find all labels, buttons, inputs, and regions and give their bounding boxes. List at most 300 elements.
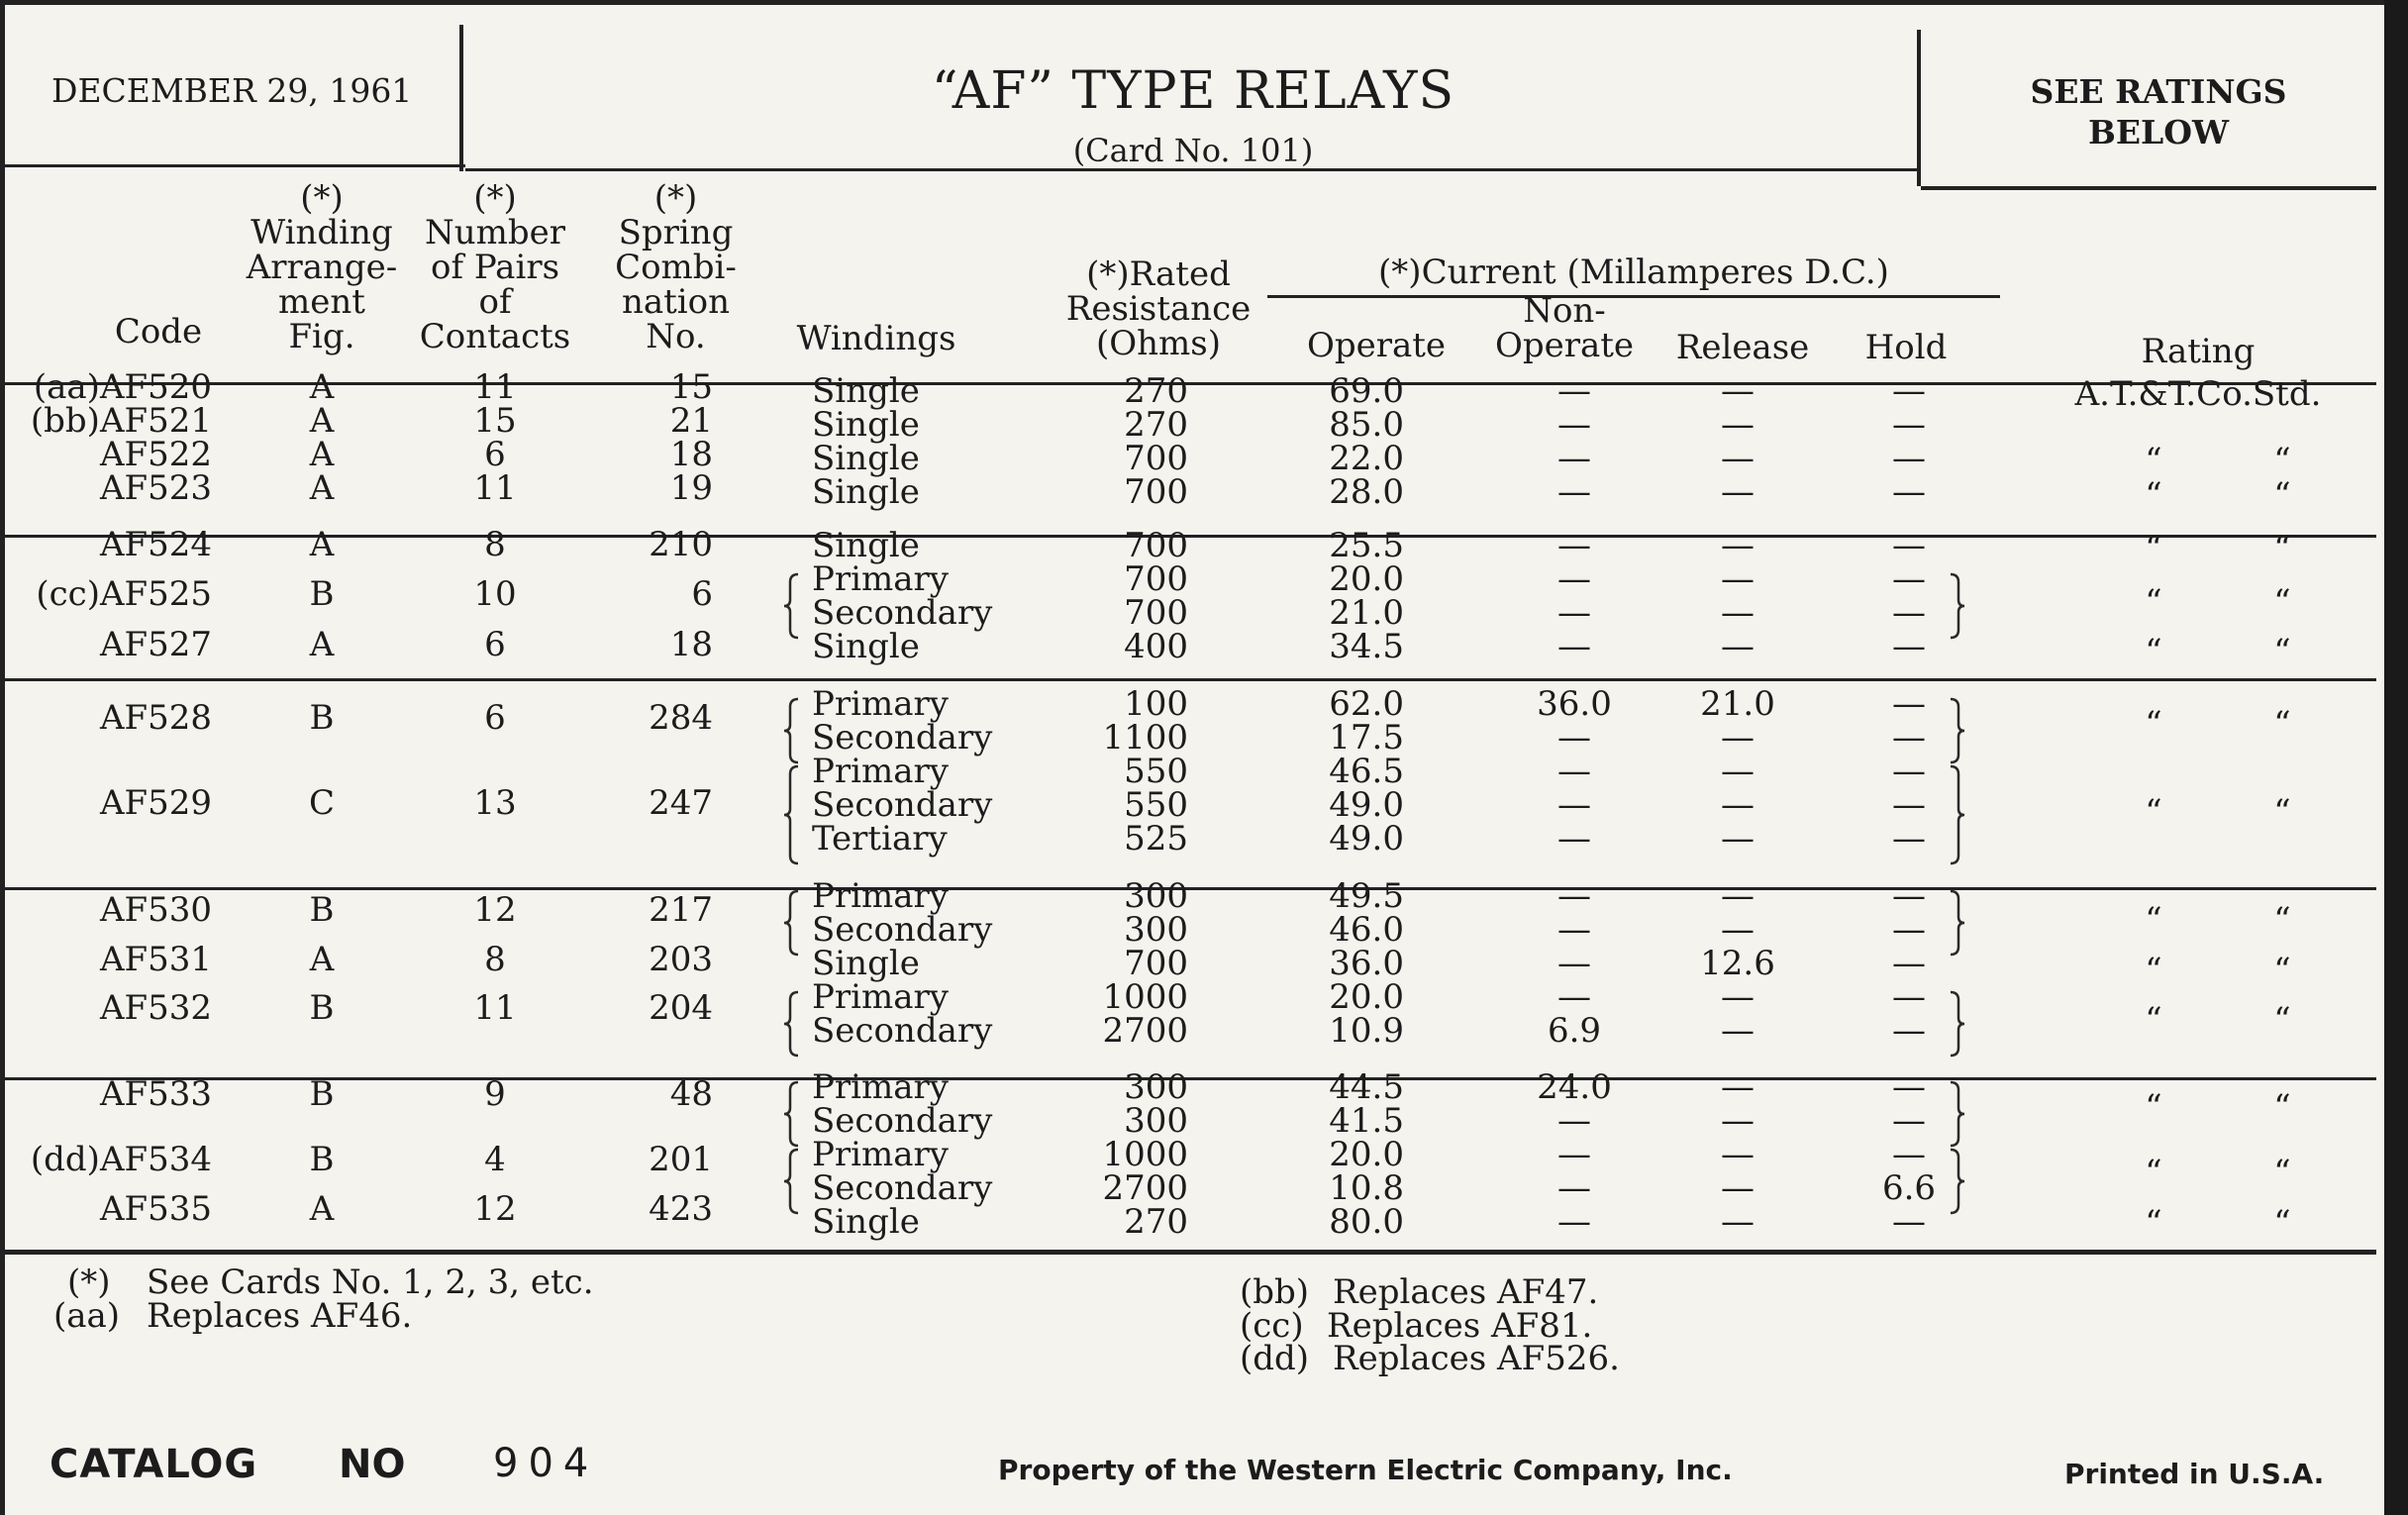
current-release: — [1721,1135,1755,1174]
rating-ditto-right: “ [2273,1000,2291,1040]
winding-name: Single [812,405,920,445]
relay-fig: B [309,988,335,1028]
winding-name: Secondary [812,718,993,758]
col-winding-line2: Arrange- [246,248,398,287]
col-spring-line4: No. [646,317,706,356]
current-non-operate: — [1557,1135,1591,1174]
footnote-dd-mark: (dd) [1240,1339,1310,1378]
current-non-operate: — [1557,910,1591,950]
winding-ohms: 700 [1124,593,1188,633]
top-border [0,0,2384,5]
current-hold: — [1892,405,1926,445]
current-operate: 44.5 [1329,1067,1404,1107]
winding-ohms: 400 [1124,627,1188,666]
left-brace-icon [782,572,802,640]
rating-ditto-right: “ [2273,704,2291,744]
current-non-operate: 24.0 [1537,1067,1612,1107]
card-title: “AF” TYPE RELAYS [931,61,1455,121]
relay-pairs: 12 [473,890,517,930]
footnote-aa-text: Replaces AF46. [147,1296,413,1336]
col-winding-arrangement [228,178,416,356]
current-hold: — [1892,977,1926,1017]
winding-ohms: 550 [1124,752,1188,791]
current-release: — [1721,785,1755,825]
current-operate: 62.0 [1329,684,1404,724]
relay-code: AF531 [99,940,212,979]
current-non-operate: — [1557,1202,1591,1242]
rating-ditto-left: “ [2145,441,2162,480]
relay-code: AF523 [99,468,212,508]
current-release: — [1721,593,1755,633]
current-hold: — [1892,1202,1926,1242]
relay-fig: B [309,574,335,614]
ratings-note-line-2: BELOW [2087,113,2230,152]
rating-ditto-right: “ [2273,1203,2291,1243]
current-hold: — [1892,718,1926,758]
ratings-note [1936,71,2381,152]
col-resistance-line3: (Ohms) [1096,324,1221,363]
rating-ditto-right: “ [2273,1153,2291,1192]
rating-ditto-left: “ [2145,951,2162,990]
footnote-star-mark: (*) [67,1262,111,1302]
col-current-group: (*)Current (Millamperes D.C.) [1378,252,1889,292]
current-release: — [1721,405,1755,445]
relay-pairs: 12 [473,1189,517,1229]
current-release: 21.0 [1700,684,1775,724]
current-hold: — [1892,1011,1926,1051]
rating-ditto-left: “ [2145,1153,2162,1192]
rating-ditto-right: “ [2273,792,2291,832]
current-hold: — [1892,876,1926,916]
current-release: — [1721,876,1755,916]
current-operate: 49.0 [1329,819,1404,858]
winding-ohms: 550 [1124,785,1188,825]
current-non-operate: — [1557,593,1591,633]
col-spring-combination [594,178,757,356]
col-spring-line3: nation [621,282,731,322]
relay-spring: 21 [669,401,713,441]
winding-ohms: 100 [1124,684,1188,724]
rating-ditto-right: “ [2273,900,2291,940]
col-code: Code [114,312,203,352]
relay-code: AF527 [99,625,212,664]
current-non-operate: — [1557,944,1591,983]
relay-spring: 201 [649,1140,713,1179]
relay-pairs: 13 [473,783,517,823]
right-brace-icon [1947,990,1966,1058]
winding-name: Secondary [812,785,993,825]
current-operate: 20.0 [1329,559,1404,599]
relay-code: AF524 [99,525,212,564]
relay-spring: 18 [669,625,713,664]
relay-spring: 19 [669,468,713,508]
relay-spring: 6 [691,574,713,614]
winding-ohms: 270 [1124,1202,1188,1242]
rating-ditto-left: “ [2145,704,2162,744]
rating-ditto-left: “ [2145,1087,2162,1127]
current-hold: — [1892,684,1926,724]
current-hold: — [1892,1067,1926,1107]
relay-fig: A [309,625,335,664]
winding-ohms: 2700 [1102,1168,1188,1208]
relay-fig: B [309,890,335,930]
rating-ditto-left: “ [2145,582,2162,622]
relay-pairs: 8 [484,940,506,979]
col-winding-line1: Winding [251,213,393,252]
relay-code: (dd)AF534 [30,1140,212,1179]
current-operate: 10.9 [1329,1011,1404,1051]
col-resistance-line1: (*)Rated [1086,254,1231,294]
current-operate: 36.0 [1329,944,1404,983]
winding-name: Primary [812,1135,949,1174]
current-release: — [1721,559,1755,599]
relay-pairs: 15 [473,401,517,441]
table-bottom-rule [0,1250,2376,1255]
winding-ohms: 270 [1124,371,1188,411]
current-operate: 20.0 [1329,977,1404,1017]
current-non-operate: — [1557,977,1591,1017]
col-spring-line2: Combi- [615,248,737,287]
relay-pairs: 10 [473,574,517,614]
current-release: 12.6 [1700,944,1775,983]
col-pairs-line3: of [478,282,512,322]
right-brace-icon [1947,1080,1966,1148]
relay-code: AF530 [99,890,212,930]
winding-name: Primary [812,1067,949,1107]
relay-pairs: 8 [484,525,506,564]
current-hold: — [1892,1101,1926,1141]
current-hold: — [1892,944,1926,983]
rating-ditto-right: “ [2273,441,2291,480]
header-divider-1 [459,25,463,171]
relay-fig: A [309,468,335,508]
relay-spring: 210 [649,525,713,564]
winding-name: Primary [812,977,949,1017]
current-hold: — [1892,371,1926,411]
current-non-operate: — [1557,472,1591,512]
current-operate: 34.5 [1329,627,1404,666]
winding-ohms: 700 [1124,559,1188,599]
winding-name: Secondary [812,1168,993,1208]
relay-spring: 217 [649,890,713,930]
current-non-operate: — [1557,718,1591,758]
current-hold: — [1892,752,1926,791]
current-non-operate: — [1557,819,1591,858]
relay-code: AF535 [99,1189,212,1229]
group-divider [0,887,2376,890]
current-operate: 41.5 [1329,1101,1404,1141]
relay-code: (bb)AF521 [30,401,212,441]
current-release: — [1721,910,1755,950]
rating-ditto-left: “ [2145,475,2162,515]
winding-ohms: 700 [1124,472,1188,512]
current-release: — [1721,1202,1755,1242]
col-spring-line1: Spring [618,213,734,252]
current-non-operate: — [1557,371,1591,411]
footnote-cc-text: Replaces AF81. [1327,1306,1593,1346]
relay-pairs: 6 [484,625,506,664]
col-winding-line3: ment [278,282,365,322]
current-release: — [1721,752,1755,791]
current-non-operate: — [1557,405,1591,445]
current-operate: 21.0 [1329,593,1404,633]
winding-name: Single [812,944,920,983]
property-notice: Property of the Western Electric Company, Inc. [998,1454,1733,1486]
relay-code: AF528 [99,698,212,738]
footnote-cc-mark: (cc) [1240,1306,1304,1346]
rating-ditto-right: “ [2273,951,2291,990]
right-brace-icon [1947,697,1966,764]
current-release: — [1721,718,1755,758]
current-hold: — [1892,627,1926,666]
relay-code: AF532 [99,988,212,1028]
current-release: — [1721,526,1755,565]
relay-fig: A [309,367,335,407]
relay-spring: 284 [649,698,713,738]
relay-fig: B [309,1074,335,1114]
winding-name: Primary [812,876,949,916]
col-pairs-line4: Contacts [419,317,571,356]
current-hold: — [1892,439,1926,478]
relay-spring: 203 [649,940,713,979]
relay-code: (aa)AF520 [33,367,212,407]
col-nonoperate-line1: Non- [1523,291,1606,331]
relay-pairs: 9 [484,1074,506,1114]
left-border [0,0,5,1515]
rating-ditto-left: “ [2145,1000,2162,1040]
relay-fig: A [309,435,335,474]
winding-ohms: 1000 [1102,1135,1188,1174]
winding-ohms: 525 [1124,819,1188,858]
catalog-number: 904 [493,1441,599,1486]
col-pairs-line2: of Pairs [430,248,560,287]
current-operate: 20.0 [1329,1135,1404,1174]
current-release: — [1721,1067,1755,1107]
current-non-operate: 6.9 [1547,1011,1602,1051]
col-windings: Windings [796,319,956,358]
current-release: — [1721,472,1755,512]
col-winding-star: (*) [300,178,344,218]
right-brace-icon [1947,889,1966,957]
relay-fig: A [309,940,335,979]
current-operate: 49.0 [1329,785,1404,825]
col-nonoperate-line2: Operate [1494,326,1635,365]
relay-code: AF522 [99,435,212,474]
winding-ohms: 270 [1124,405,1188,445]
rating-ditto-right: “ [2273,529,2291,568]
relay-code: (cc)AF525 [36,574,212,614]
current-non-operate: — [1557,526,1591,565]
current-non-operate: 36.0 [1537,684,1612,724]
current-release: — [1721,1101,1755,1141]
relay-spring: 18 [669,435,713,474]
rating-ditto-left: “ [2145,529,2162,568]
current-release: — [1721,1011,1755,1051]
catalog-no-label: NO [339,1442,406,1487]
catalog-label: CATALOG [50,1442,258,1487]
left-brace-icon [782,1080,802,1148]
rating-ditto-right: “ [2273,1087,2291,1127]
winding-ohms: 700 [1124,944,1188,983]
current-release: — [1721,371,1755,411]
col-rating: Rating [2141,332,2256,371]
col-non-operate [1485,291,1644,365]
current-release: — [1721,439,1755,478]
winding-ohms: 2700 [1102,1011,1188,1051]
winding-ohms: 1000 [1102,977,1188,1017]
col-winding-line4: Fig. [288,317,355,356]
footnote-bb-text: Replaces AF47. [1333,1272,1599,1312]
winding-name: Secondary [812,910,993,950]
relay-spring: 48 [669,1074,713,1114]
winding-name: Secondary [812,1101,993,1141]
current-non-operate: — [1557,627,1591,666]
current-hold: — [1892,559,1926,599]
current-release: — [1721,819,1755,858]
current-hold: — [1892,472,1926,512]
current-operate: 22.0 [1329,439,1404,478]
winding-ohms: 300 [1124,1101,1188,1141]
relay-code: AF529 [99,783,212,823]
rating-ditto-right: “ [2273,582,2291,622]
relay-code: AF533 [99,1074,212,1114]
right-brace-icon [1947,764,1966,865]
col-operate: Operate [1306,326,1447,365]
printed-notice: Printed in U.S.A. [2064,1458,2325,1490]
current-hold: — [1892,785,1926,825]
rating-standard: A.T.&T.Co.Std. [2074,374,2322,414]
current-release: — [1721,627,1755,666]
current-hold: — [1892,910,1926,950]
winding-ohms: 1100 [1102,718,1188,758]
winding-name: Tertiary [812,819,948,858]
relay-spring: 204 [649,988,713,1028]
relay-spring: 247 [649,783,713,823]
relay-fig: B [309,698,335,738]
relay-spring: 423 [649,1189,713,1229]
winding-name: Single [812,439,920,478]
current-operate: 85.0 [1329,405,1404,445]
current-release: — [1721,977,1755,1017]
left-brace-icon [782,889,802,957]
current-non-operate: — [1557,752,1591,791]
footnote-bb-mark: (bb) [1240,1272,1310,1312]
current-non-operate: — [1557,1168,1591,1208]
rating-ditto-left: “ [2145,1203,2162,1243]
rating-ditto-left: “ [2145,900,2162,940]
relay-pairs: 11 [473,988,517,1028]
winding-name: Single [812,472,920,512]
current-operate: 46.0 [1329,910,1404,950]
winding-ohms: 300 [1124,1067,1188,1107]
relay-pairs: 11 [473,367,517,407]
winding-ohms: 700 [1124,526,1188,565]
rating-ditto-left: “ [2145,792,2162,832]
current-operate: 46.5 [1329,752,1404,791]
right-brace-icon [1947,572,1966,640]
relay-pairs: 4 [484,1140,506,1179]
winding-name: Single [812,1202,920,1242]
left-brace-icon [782,1148,802,1215]
relay-pairs: 11 [473,468,517,508]
left-brace-icon [782,990,802,1058]
winding-name: Primary [812,752,949,791]
footnote-aa-mark: (aa) [53,1296,121,1336]
col-pairs-star: (*) [473,178,517,218]
current-hold: — [1892,593,1926,633]
winding-name: Secondary [812,593,993,633]
col-rated-resistance [1059,254,1257,363]
relay-fig: A [309,525,335,564]
group-divider [0,678,2376,681]
current-non-operate: — [1557,439,1591,478]
current-non-operate: — [1557,559,1591,599]
card-date: DECEMBER 29, 1961 [51,71,413,110]
card-subtitle: (Card No. 101) [1072,132,1314,169]
relay-fig: A [309,401,335,441]
col-number-of-pairs [411,178,579,356]
rating-ditto-left: “ [2145,632,2162,671]
relay-fig: A [309,1189,335,1229]
col-hold: Hold [1864,328,1948,367]
current-hold: — [1892,1135,1926,1174]
winding-name: Primary [812,684,949,724]
current-non-operate: — [1557,785,1591,825]
current-release: — [1721,1168,1755,1208]
winding-name: Single [812,627,920,666]
left-brace-icon [782,764,802,865]
current-operate: 28.0 [1329,472,1404,512]
relay-spring: 15 [669,367,713,407]
col-release: Release [1675,328,1810,367]
header-rule-right [1921,186,2376,190]
current-operate: 17.5 [1329,718,1404,758]
winding-name: Single [812,526,920,565]
relay-pairs: 6 [484,698,506,738]
current-non-operate: — [1557,876,1591,916]
footnote-star-text: See Cards No. 1, 2, 3, etc. [147,1262,594,1302]
rating-ditto-right: “ [2273,475,2291,515]
winding-name: Primary [812,559,949,599]
ratings-note-line-1: SEE RATINGS [2030,72,2287,111]
current-operate: 10.8 [1329,1168,1404,1208]
relay-fig: C [308,783,335,823]
current-operate: 25.5 [1329,526,1404,565]
col-spring-star: (*) [653,178,698,218]
header-rule-left [0,164,465,167]
winding-ohms: 700 [1124,439,1188,478]
current-hold: — [1892,819,1926,858]
col-resistance-line2: Resistance [1065,289,1252,329]
winding-ohms: 300 [1124,876,1188,916]
col-pairs-line1: Number [424,213,566,252]
current-hold: — [1892,526,1926,565]
current-operate: 69.0 [1329,371,1404,411]
relay-pairs: 6 [484,435,506,474]
winding-name: Single [812,371,920,411]
winding-ohms: 300 [1124,910,1188,950]
rating-ditto-right: “ [2273,632,2291,671]
current-non-operate: — [1557,1101,1591,1141]
right-brace-icon [1947,1148,1966,1215]
current-operate: 80.0 [1329,1202,1404,1242]
relay-fig: B [309,1140,335,1179]
left-brace-icon [782,697,802,764]
current-operate: 49.5 [1329,876,1404,916]
footnote-dd-text: Replaces AF526. [1333,1339,1620,1378]
winding-name: Secondary [812,1011,993,1051]
current-hold: 6.6 [1881,1168,1937,1208]
